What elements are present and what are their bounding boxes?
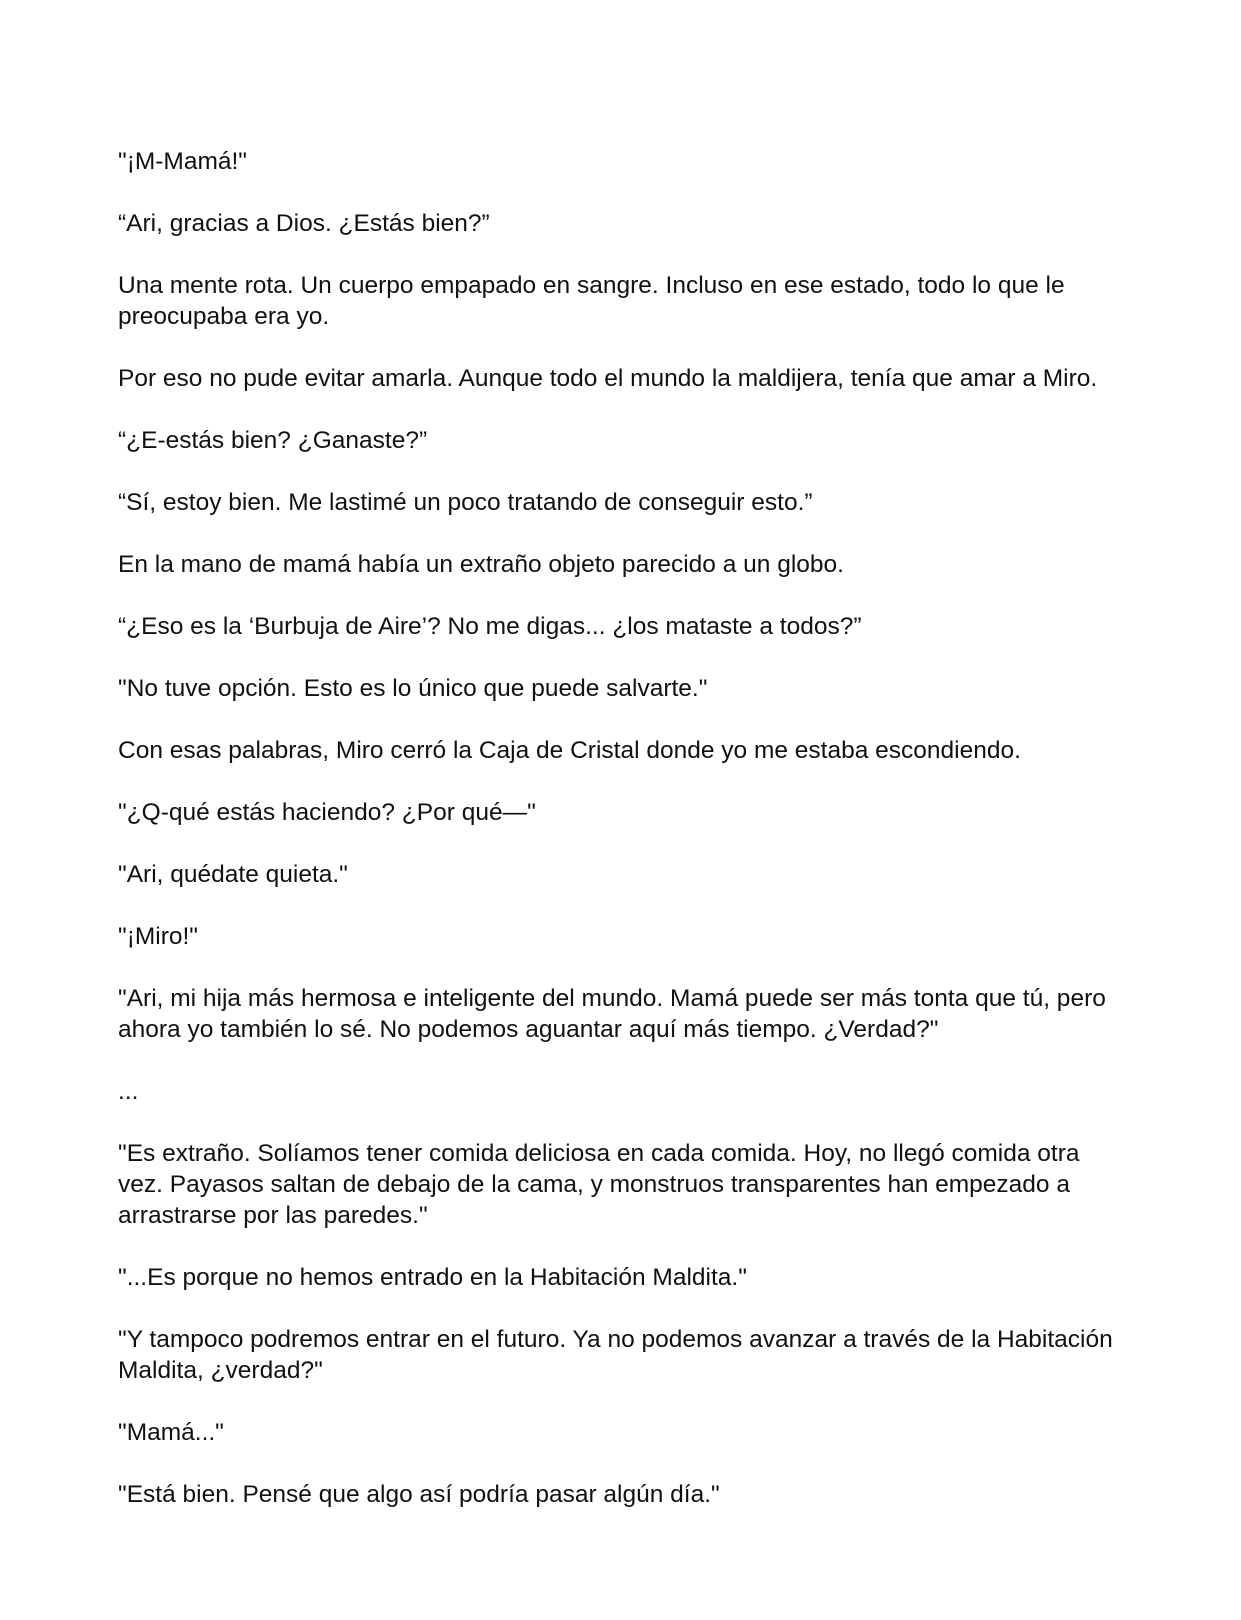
paragraph-14: "Ari, mi hija más hermosa e inteligente del mundo. Mamá puede ser más tonta que tú, pero ahora yo también lo sé. No podemos aguantar aquí más tiempo. ¿Verdad?" (118, 985, 1106, 1043)
paragraph-1: "¡M-Mamá!" (118, 148, 247, 175)
paragraph-6: “Sí, estoy bien. Me lastimé un poco tratando de conseguir esto.” (118, 489, 813, 516)
document-body (118, 146, 1118, 1541)
paragraph-13: "¡Miro!" (118, 923, 198, 950)
paragraph-11: "¿Q-qué estás haciendo? ¿Por qué—" (118, 799, 536, 826)
paragraph-18: "Y tampoco podremos entrar en el futuro. Ya no podemos avanzar a través de la Habitación Maldita, ¿verdad?" (118, 1326, 1113, 1384)
paragraph-17: "...Es porque no hemos entrado en la Habitación Maldita." (118, 1264, 747, 1291)
paragraph-4: Por eso no pude evitar amarla. Aunque todo el mundo la maldijera, tenía que amar a Miro. (118, 365, 1098, 392)
paragraph-2: “Ari, gracias a Dios. ¿Estás bien?” (118, 210, 490, 237)
paragraph-12: "Ari, quédate quieta." (118, 861, 348, 888)
paragraph-7: En la mano de mamá había un extraño objeto parecido a un globo. (118, 551, 844, 578)
paragraph-8: “¿Eso es la ‘Burbuja de Aire’? No me digas... ¿los mataste a todos?” (118, 613, 862, 640)
paragraph-10: Con esas palabras, Miro cerró la Caja de Cristal donde yo me estaba escondiendo. (118, 737, 1021, 764)
paragraph-20: "Está bien. Pensé que algo así podría pasar algún día." (118, 1481, 720, 1508)
paragraph-3: Una mente rota. Un cuerpo empapado en sangre. Incluso en ese estado, todo lo que le preocupaba era yo. (118, 272, 1065, 330)
paragraph-19: "Mamá..." (118, 1419, 224, 1446)
paragraph-5: “¿E-estás bien? ¿Ganaste?” (118, 427, 428, 454)
paragraph-15: ... (118, 1078, 139, 1105)
paragraph-16: "Es extraño. Solíamos tener comida deliciosa en cada comida. Hoy, no llegó comida otra vez. Payasos saltan de debajo de la cama, y monstruos transparentes han empezado a arrastrarse por las paredes." (118, 1140, 1080, 1229)
paragraph-9: "No tuve opción. Esto es lo único que puede salvarte." (118, 675, 708, 702)
